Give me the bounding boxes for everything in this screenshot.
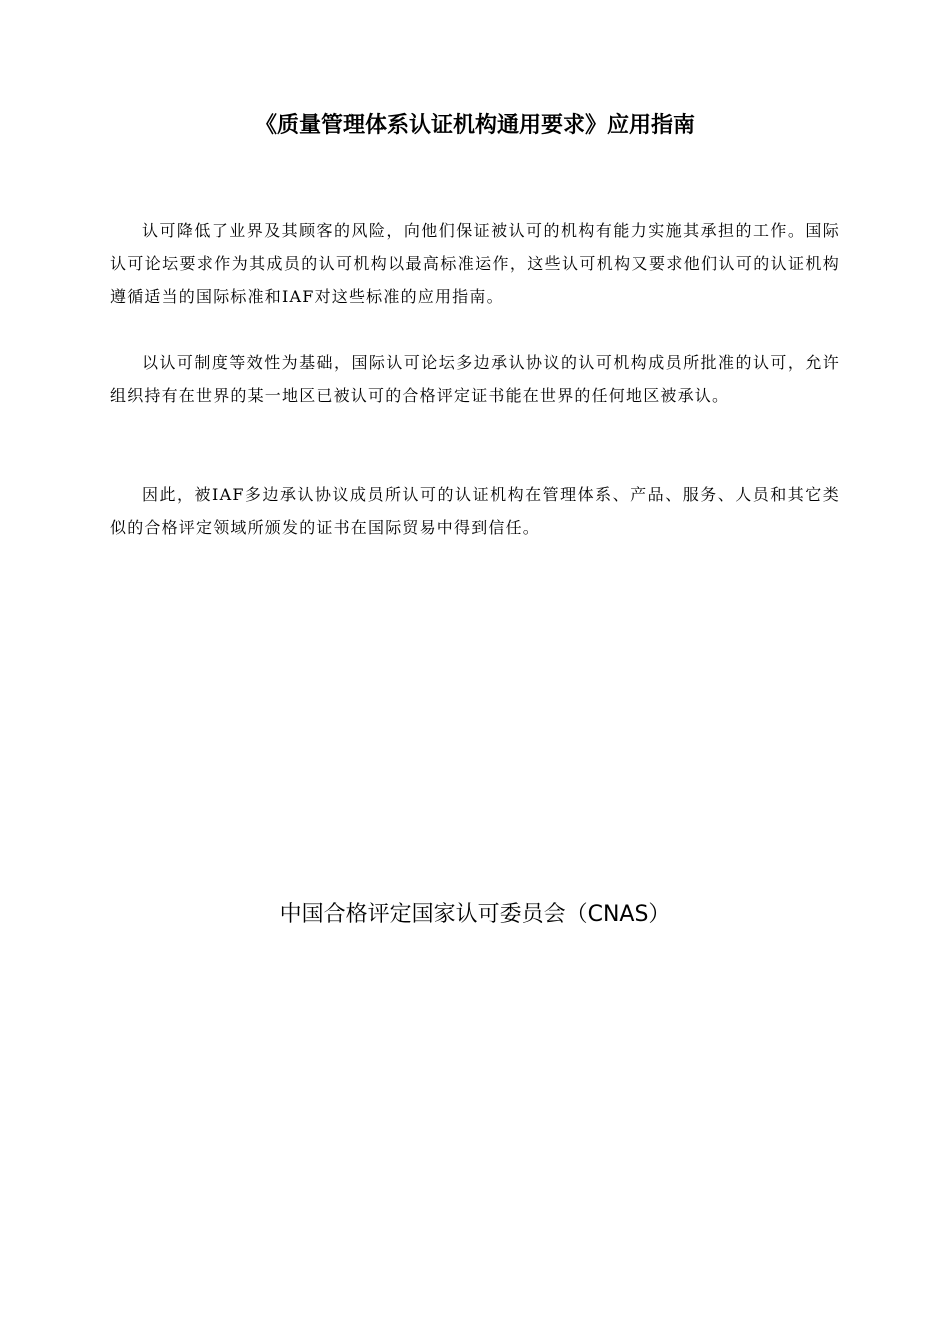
paragraph-equivalence: 以认可制度等效性为基础，国际认可论坛多边承认协议的认可机构成员所批准的认可，允许组织持有在世界的某一地区已被认可的合格评定证书能在世界的任何地区被承认。 [110,353,840,405]
issuing-organization: 中国合格评定国家认可委员会（CNAS） [279,902,671,927]
paragraph-accreditation-risk: 认可降低了业界及其顾客的风险，向他们保证被认可的机构有能力实施其承担的工作。国际认可论坛要求作为其成员的认可机构以最高标准运作，这些认可机构又要求他们认可的认证机构遵循适当的国际标准和IAF对这些标准的应用指南。 [110,221,840,306]
document-title: 《质量管理体系认证机构通用要求》应用指南 [254,113,695,138]
paragraph-certificate-trust: 因此，被IAF多边承认协议成员所认可的认证机构在管理体系、产品、服务、人员和其它类似的合格评定领域所颁发的证书在国际贸易中得到信任。 [110,485,840,537]
